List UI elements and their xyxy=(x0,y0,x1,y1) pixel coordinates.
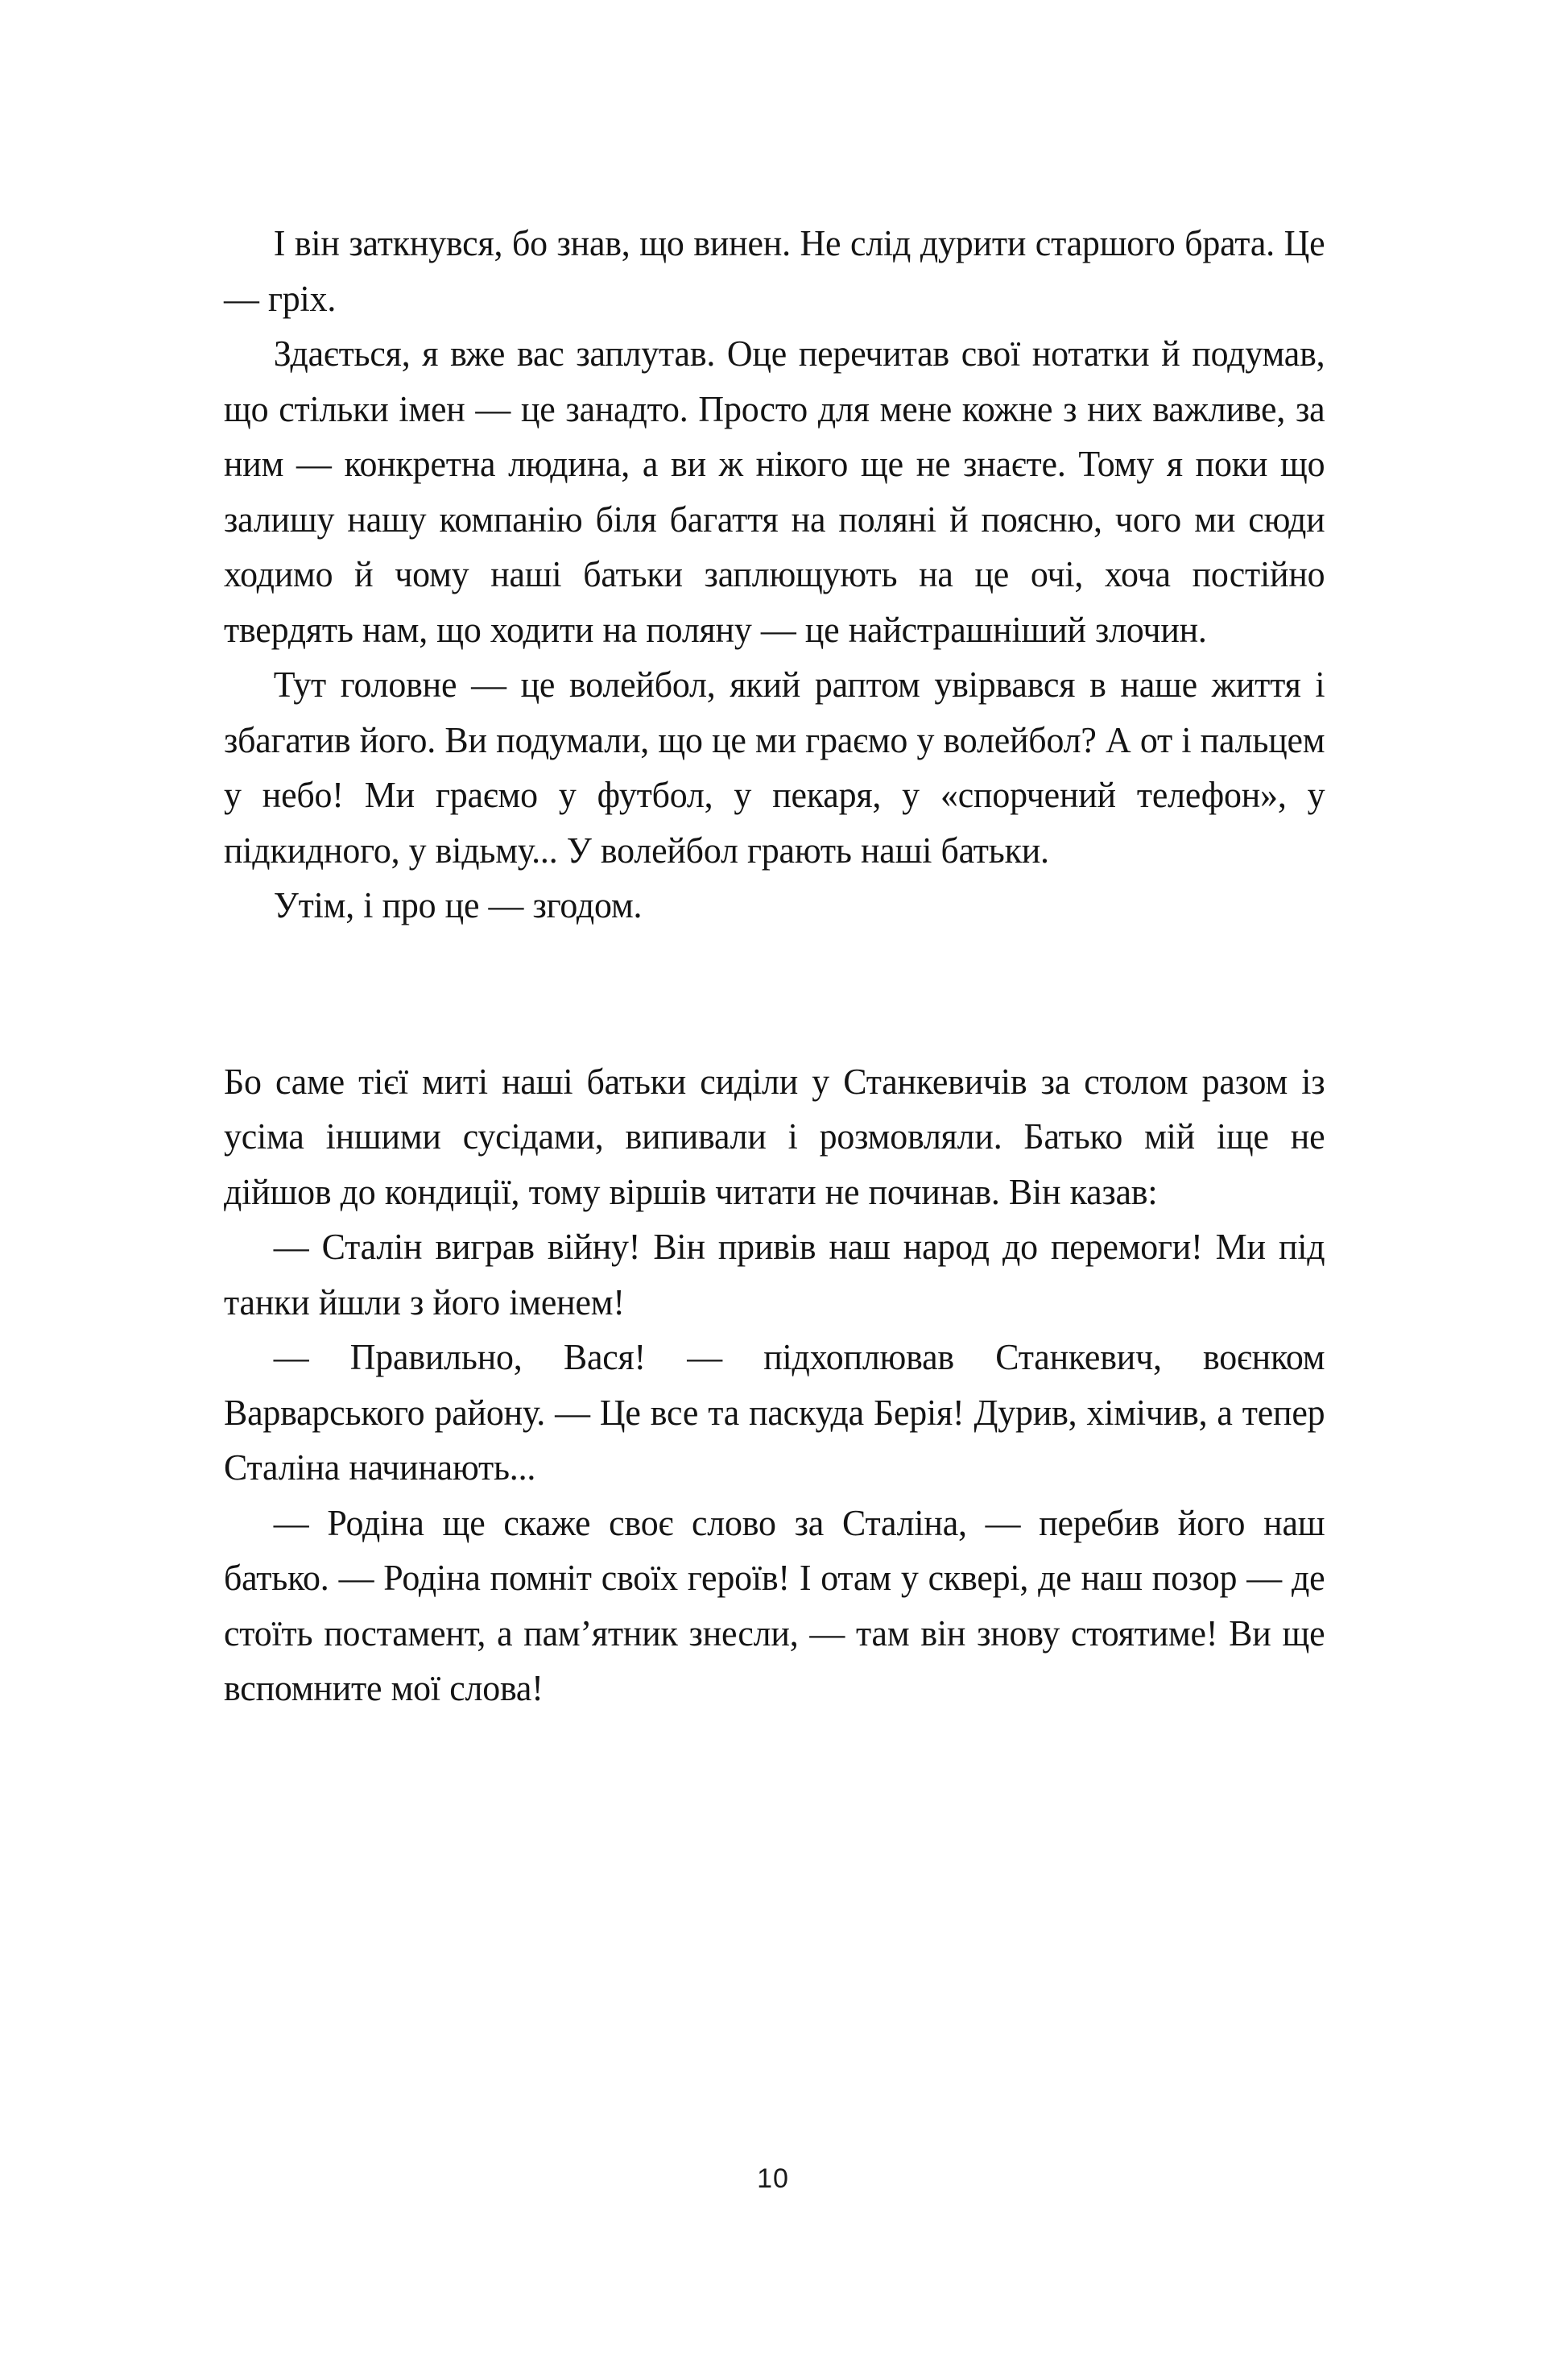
paragraph-7-dialogue: — Правильно, Вася! — підхоплював Станкевич, воєнком Варварського району. — Це все та паскуда Берія! Дурив, хімічив, а тепер Сталіна начинають... xyxy=(224,1336,1325,1488)
page-number: 10 xyxy=(757,2163,789,2194)
paragraph-8-dialogue: — Родіна ще скаже своє слово за Сталіна, — перебив його наш батько. — Родіна помніт своїх героїв! І отам у сквері, де наш позор — де стоїть постамент, а пам’ятник знесли, — там він знову стоятиме! Ви ще вспомните мої слова! xyxy=(224,1501,1325,1708)
paragraph-2: Здається, я вже вас заплутав. Оце перечитав свої нотатки й подумав, що стільки імен — це занадто. Просто для мене кожне з них важливе, за ним — конкретна людина, а ви ж нікого ще не знаєте. Тому я поки що залишу нашу компанію біля багаття на поляні й поясню, чого ми сюди ходимо й чому наші батьки заплющують на це очі, хоча постійно твердять нам, що ходити на поляну — це найстрашніший злочин. xyxy=(224,333,1325,650)
paragraph-4: Утім, і про це — згодом. xyxy=(273,884,643,925)
text-column xyxy=(224,216,1325,1716)
section-1 xyxy=(224,216,1325,933)
paragraph-1: І він заткнувся, бо знав, що винен. Не слід дурити старшого брата. Це — гріх. xyxy=(224,222,1325,319)
section-2 xyxy=(224,1054,1325,1716)
section-divider-gap xyxy=(224,933,1325,1054)
paragraph-6-dialogue: — Сталін виграв війну! Він привів наш народ до перемоги! Ми під танки йшли з його іменем! xyxy=(224,1226,1325,1322)
paragraph-3: Тут головне — це волейбол, який раптом увірвався в наше життя і збагатив його. Ви подумали, що це ми граємо у волейбол? А от і пальцем у небо! Ми граємо у футбол, у пекаря, у «спорчений телефон», у підкидного, у відьму... У волейбол грають наші батьки. xyxy=(224,664,1325,871)
paragraph-5: Бо саме тієї миті наші батьки сиділи у Станкевичів за столом разом із усіма іншими сусідами, випивали і розмовляли. Батько мій іще не дійшов до кондиції, тому віршів читати не починав. Він казав: xyxy=(224,1060,1325,1212)
